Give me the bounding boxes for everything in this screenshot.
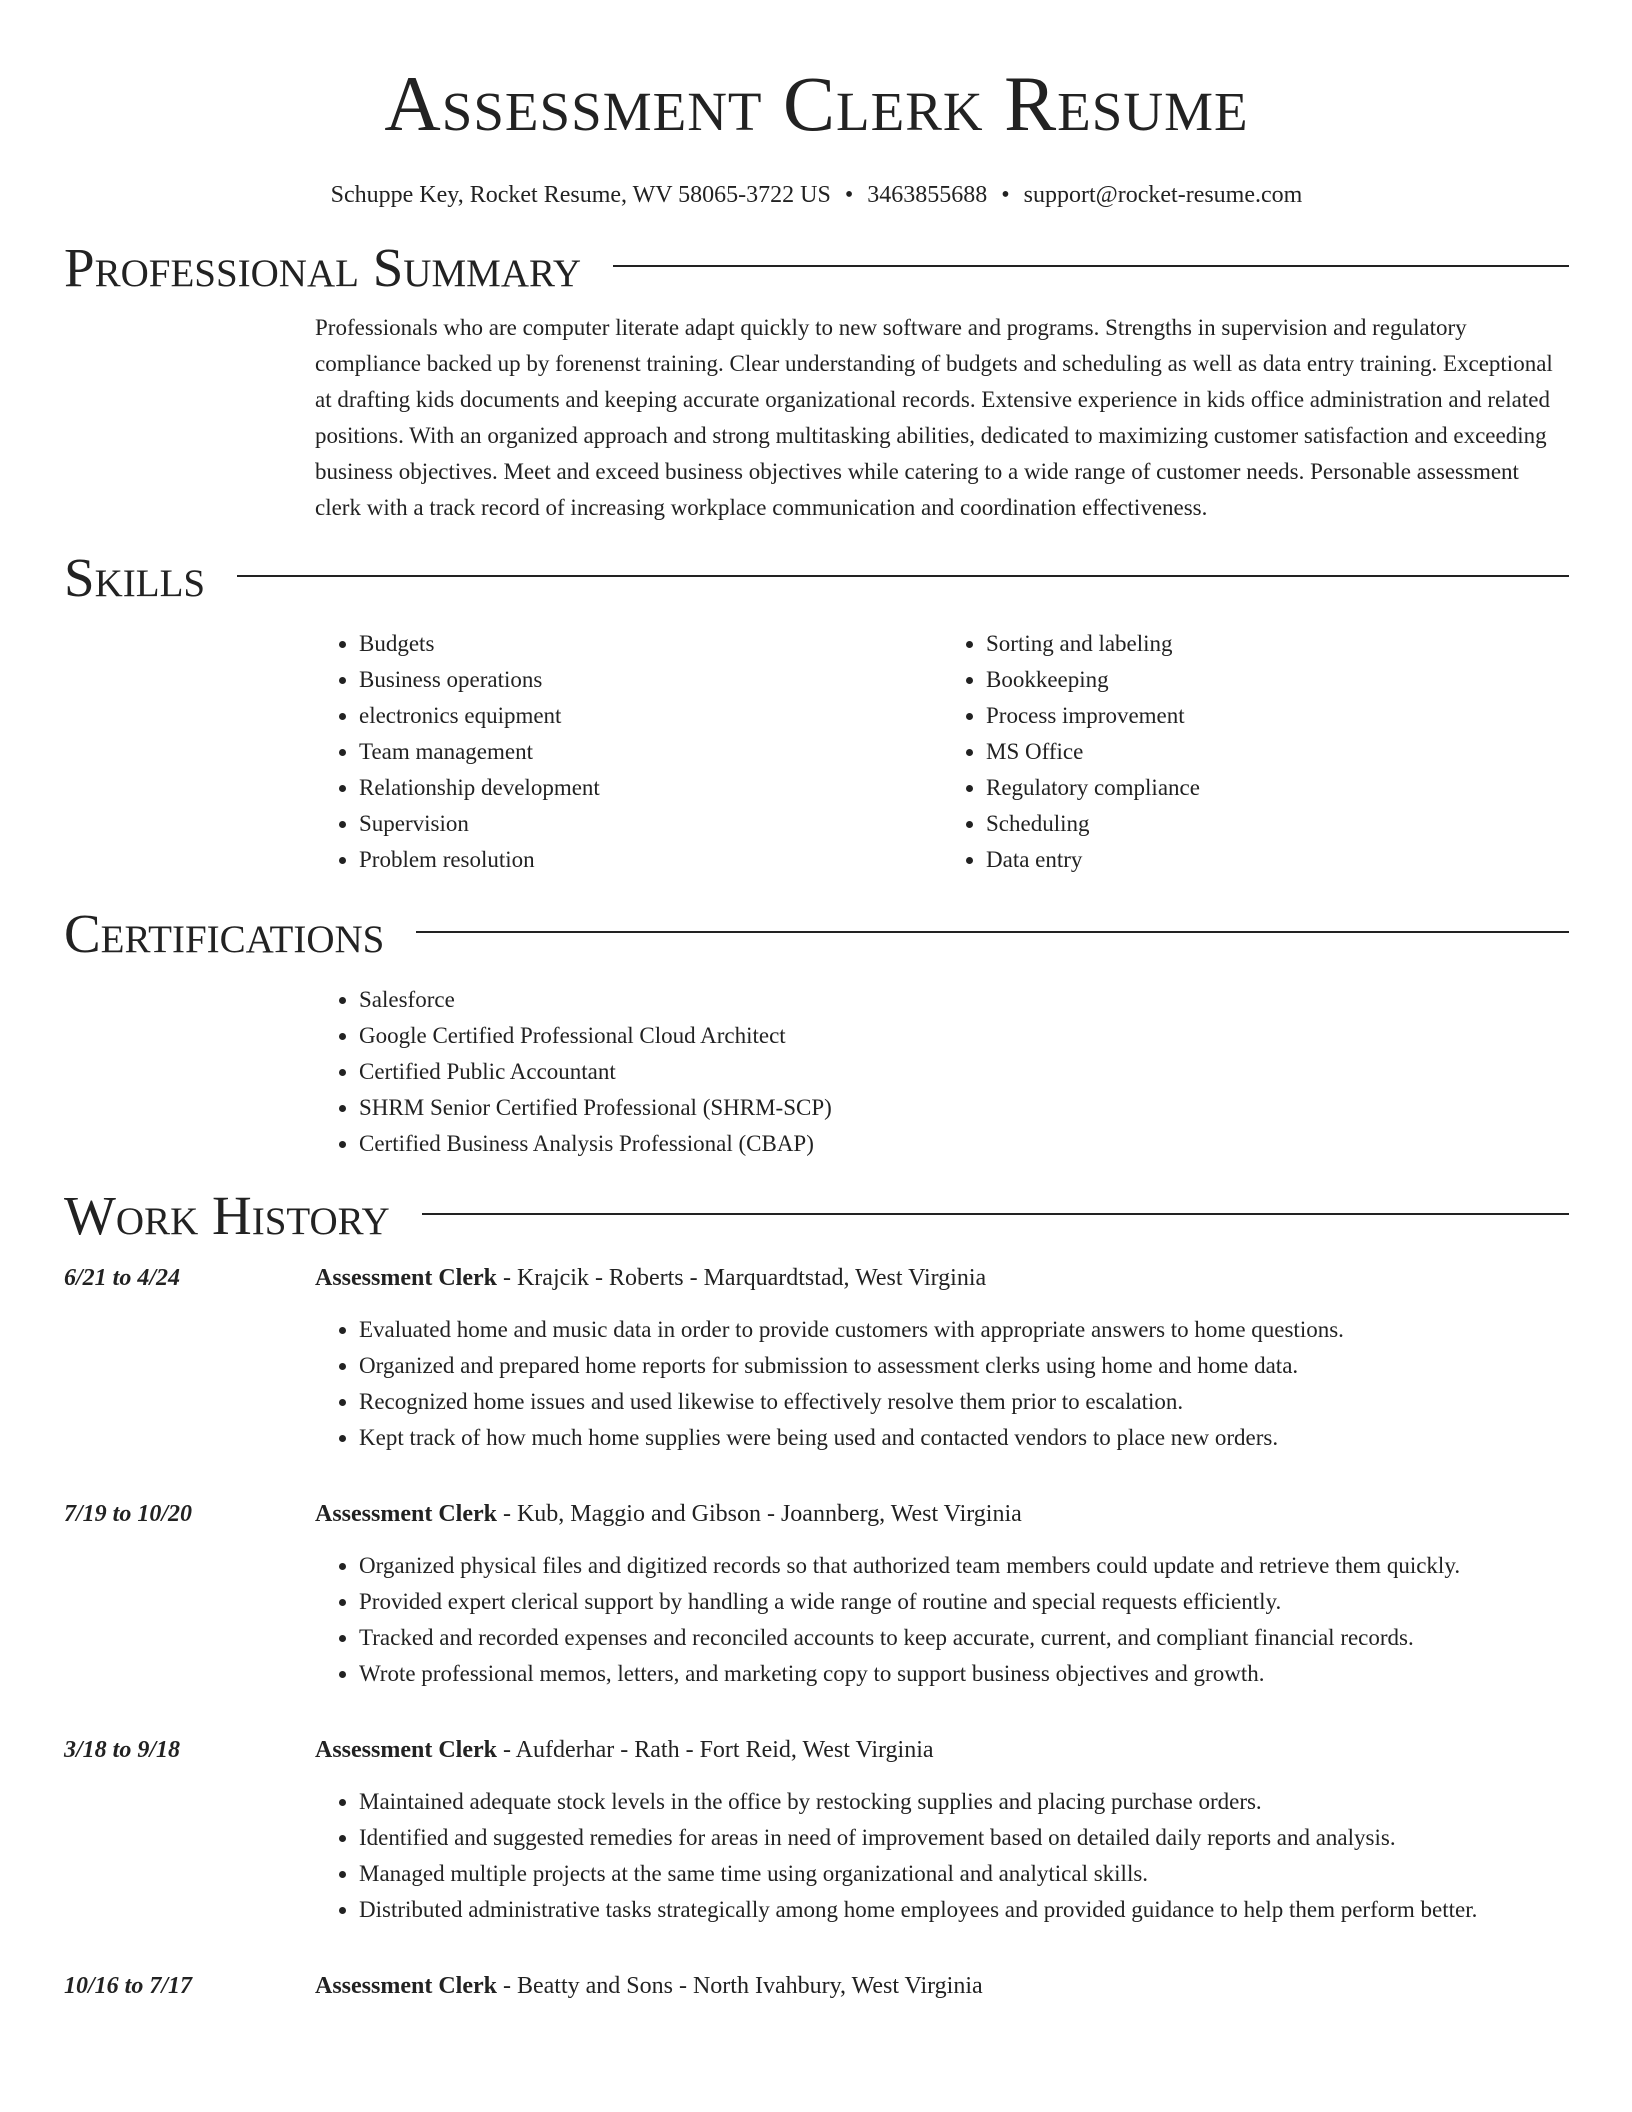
job-duties-list bbox=[315, 1312, 1569, 1456]
certification-item: • Salesforce bbox=[359, 982, 1569, 1018]
job-duty: • Identified and suggested remedies for areas in need of improvement based on detailed daily reports and analysis. bbox=[359, 1820, 1569, 1856]
job-duties bbox=[315, 1548, 1569, 1692]
skills-grid bbox=[315, 626, 1569, 878]
job-title-line bbox=[315, 1496, 1022, 1532]
job-header bbox=[64, 1260, 1569, 1296]
job-title: Assessment Clerk bbox=[315, 1973, 497, 1999]
section-title-summary: Professional Summary bbox=[64, 237, 582, 298]
job-header bbox=[64, 1732, 1569, 1768]
job-title-line bbox=[315, 1968, 983, 2004]
certification-item: • Certified Public Accountant bbox=[359, 1054, 1569, 1090]
job-dates: 6/21 to 4/24 bbox=[64, 1265, 181, 1291]
job-duty: • Kept track of how much home supplies were being used and contacted vendors to place new orders. bbox=[359, 1420, 1569, 1456]
resume-title: Assessment Clerk Resume bbox=[384, 60, 1249, 147]
job-duty: • Tracked and recorded expenses and reconciled accounts to keep accurate, current, and compliant financial records. bbox=[359, 1620, 1569, 1656]
job-title: Assessment Clerk bbox=[315, 1265, 497, 1291]
section-header-certifications bbox=[64, 902, 1569, 966]
skill-item: • electronics equipment bbox=[359, 698, 942, 734]
job-title-line bbox=[315, 1732, 934, 1768]
certification-item: • Certified Business Analysis Professional (CBAP) bbox=[359, 1126, 1569, 1162]
skill-item: • Supervision bbox=[359, 806, 942, 842]
certifications-block bbox=[315, 982, 1569, 1162]
job-duties-list bbox=[315, 1548, 1569, 1692]
section-title-work: Work History bbox=[64, 1185, 390, 1246]
job-title-line bbox=[315, 1260, 986, 1296]
contact-separator: • bbox=[1001, 182, 1010, 208]
contact-phone: 3463855688 bbox=[867, 182, 988, 208]
job-duty: • Recognized home issues and used likewise to effectively resolve them prior to escalation. bbox=[359, 1384, 1569, 1420]
job-entry bbox=[64, 1968, 1569, 2004]
skills-list-right bbox=[942, 626, 1569, 878]
skill-item: • Team management bbox=[359, 734, 942, 770]
job-duty: • Maintained adequate stock levels in the office by restocking supplies and placing purchase orders. bbox=[359, 1784, 1569, 1820]
certification-item: • Google Certified Professional Cloud Architect bbox=[359, 1018, 1569, 1054]
job-entry bbox=[64, 1260, 1569, 1456]
job-duties bbox=[315, 1312, 1569, 1456]
job-duties bbox=[315, 1784, 1569, 1928]
section-divider bbox=[237, 575, 1569, 577]
job-duty: • Provided expert clerical support by handling a wide range of routine and special requests efficiently. bbox=[359, 1584, 1569, 1620]
job-employer: - Beatty and Sons - North Ivahbury, West Virginia bbox=[496, 1973, 983, 1999]
job-title: Assessment Clerk bbox=[315, 1737, 497, 1763]
job-employer: - Kub, Maggio and Gibson - Joannberg, West Virginia bbox=[496, 1501, 1022, 1527]
skill-item: • Problem resolution bbox=[359, 842, 942, 878]
job-header bbox=[64, 1968, 1569, 2004]
job-entry bbox=[64, 1496, 1569, 1692]
section-divider bbox=[613, 265, 1569, 267]
contact-line bbox=[64, 180, 1569, 210]
skill-item: • Scheduling bbox=[986, 806, 1569, 842]
section-divider bbox=[422, 1213, 1569, 1215]
job-duty: • Distributed administrative tasks strategically among home employees and provided guidance to help them perform better. bbox=[359, 1892, 1569, 1928]
job-employer: - Krajcik - Roberts - Marquardtstad, West Virginia bbox=[496, 1265, 987, 1291]
job-duty: • Organized and prepared home reports for submission to assessment clerks using home and home data. bbox=[359, 1348, 1569, 1384]
section-title-skills: Skills bbox=[64, 547, 206, 608]
job-duty: • Evaluated home and music data in order to provide customers with appropriate answers to home questions. bbox=[359, 1312, 1569, 1348]
section-header-summary bbox=[64, 236, 1569, 300]
job-title: Assessment Clerk bbox=[315, 1501, 497, 1527]
job-dates: 3/18 to 9/18 bbox=[64, 1737, 181, 1763]
skill-item: • Sorting and labeling bbox=[986, 626, 1569, 662]
job-duties-list bbox=[315, 1784, 1569, 1928]
section-header-skills bbox=[64, 546, 1569, 610]
resume-page bbox=[64, 0, 1569, 2004]
skill-item: • Relationship development bbox=[359, 770, 942, 806]
section-header-work bbox=[64, 1184, 1569, 1248]
skill-item: • MS Office bbox=[986, 734, 1569, 770]
skill-item: • Budgets bbox=[359, 626, 942, 662]
job-duty: • Wrote professional memos, letters, and marketing copy to support business objectives and growth. bbox=[359, 1656, 1569, 1692]
contact-address: Schuppe Key, Rocket Resume, WV 58065-3722 US bbox=[330, 182, 831, 208]
contact-email: support@rocket-resume.com bbox=[1023, 182, 1303, 208]
job-employer: - Aufderhar - Rath - Fort Reid, West Virginia bbox=[496, 1737, 934, 1763]
section-title-certifications: Certifications bbox=[64, 903, 385, 964]
certifications-list bbox=[315, 982, 1569, 1162]
skill-item: • Business operations bbox=[359, 662, 942, 698]
contact-separator: • bbox=[844, 182, 854, 208]
job-entry bbox=[64, 1732, 1569, 1928]
summary-block bbox=[315, 310, 1569, 526]
job-dates: 7/19 to 10/20 bbox=[64, 1501, 193, 1527]
summary-text: Professionals who are computer literate adapt quickly to new software and programs. Strengths in supervision and regulatory compliance backed up by forenenst training. Clear understanding of budgets and scheduling as well as data entry training. Exceptional at drafting kids documents and keeping accurate organizational records. Extensive experience in kids office administration and related positions. With an organized approach and strong multitasking abilities, dedicated to maximizing customer satisfaction and exceeding business objectives. Meet and exceed business objectives while catering to a wide range of customer needs. Personable assessment clerk with a track record of increasing workplace communication and coordination effectiveness. bbox=[315, 315, 1553, 520]
skills-list-left bbox=[315, 626, 942, 878]
certification-item: • SHRM Senior Certified Professional (SHRM-SCP) bbox=[359, 1090, 1569, 1126]
skill-item: • Bookkeeping bbox=[986, 662, 1569, 698]
skill-item: • Process improvement bbox=[986, 698, 1569, 734]
skill-item: • Data entry bbox=[986, 842, 1569, 878]
job-duty: • Organized physical files and digitized records so that authorized team members could update and retrieve them quickly. bbox=[359, 1548, 1569, 1584]
job-header bbox=[64, 1496, 1569, 1532]
skill-item: • Regulatory compliance bbox=[986, 770, 1569, 806]
section-divider bbox=[416, 931, 1569, 933]
job-dates: 10/16 to 7/17 bbox=[64, 1973, 193, 1999]
job-duty: • Managed multiple projects at the same time using organizational and analytical skills. bbox=[359, 1856, 1569, 1892]
